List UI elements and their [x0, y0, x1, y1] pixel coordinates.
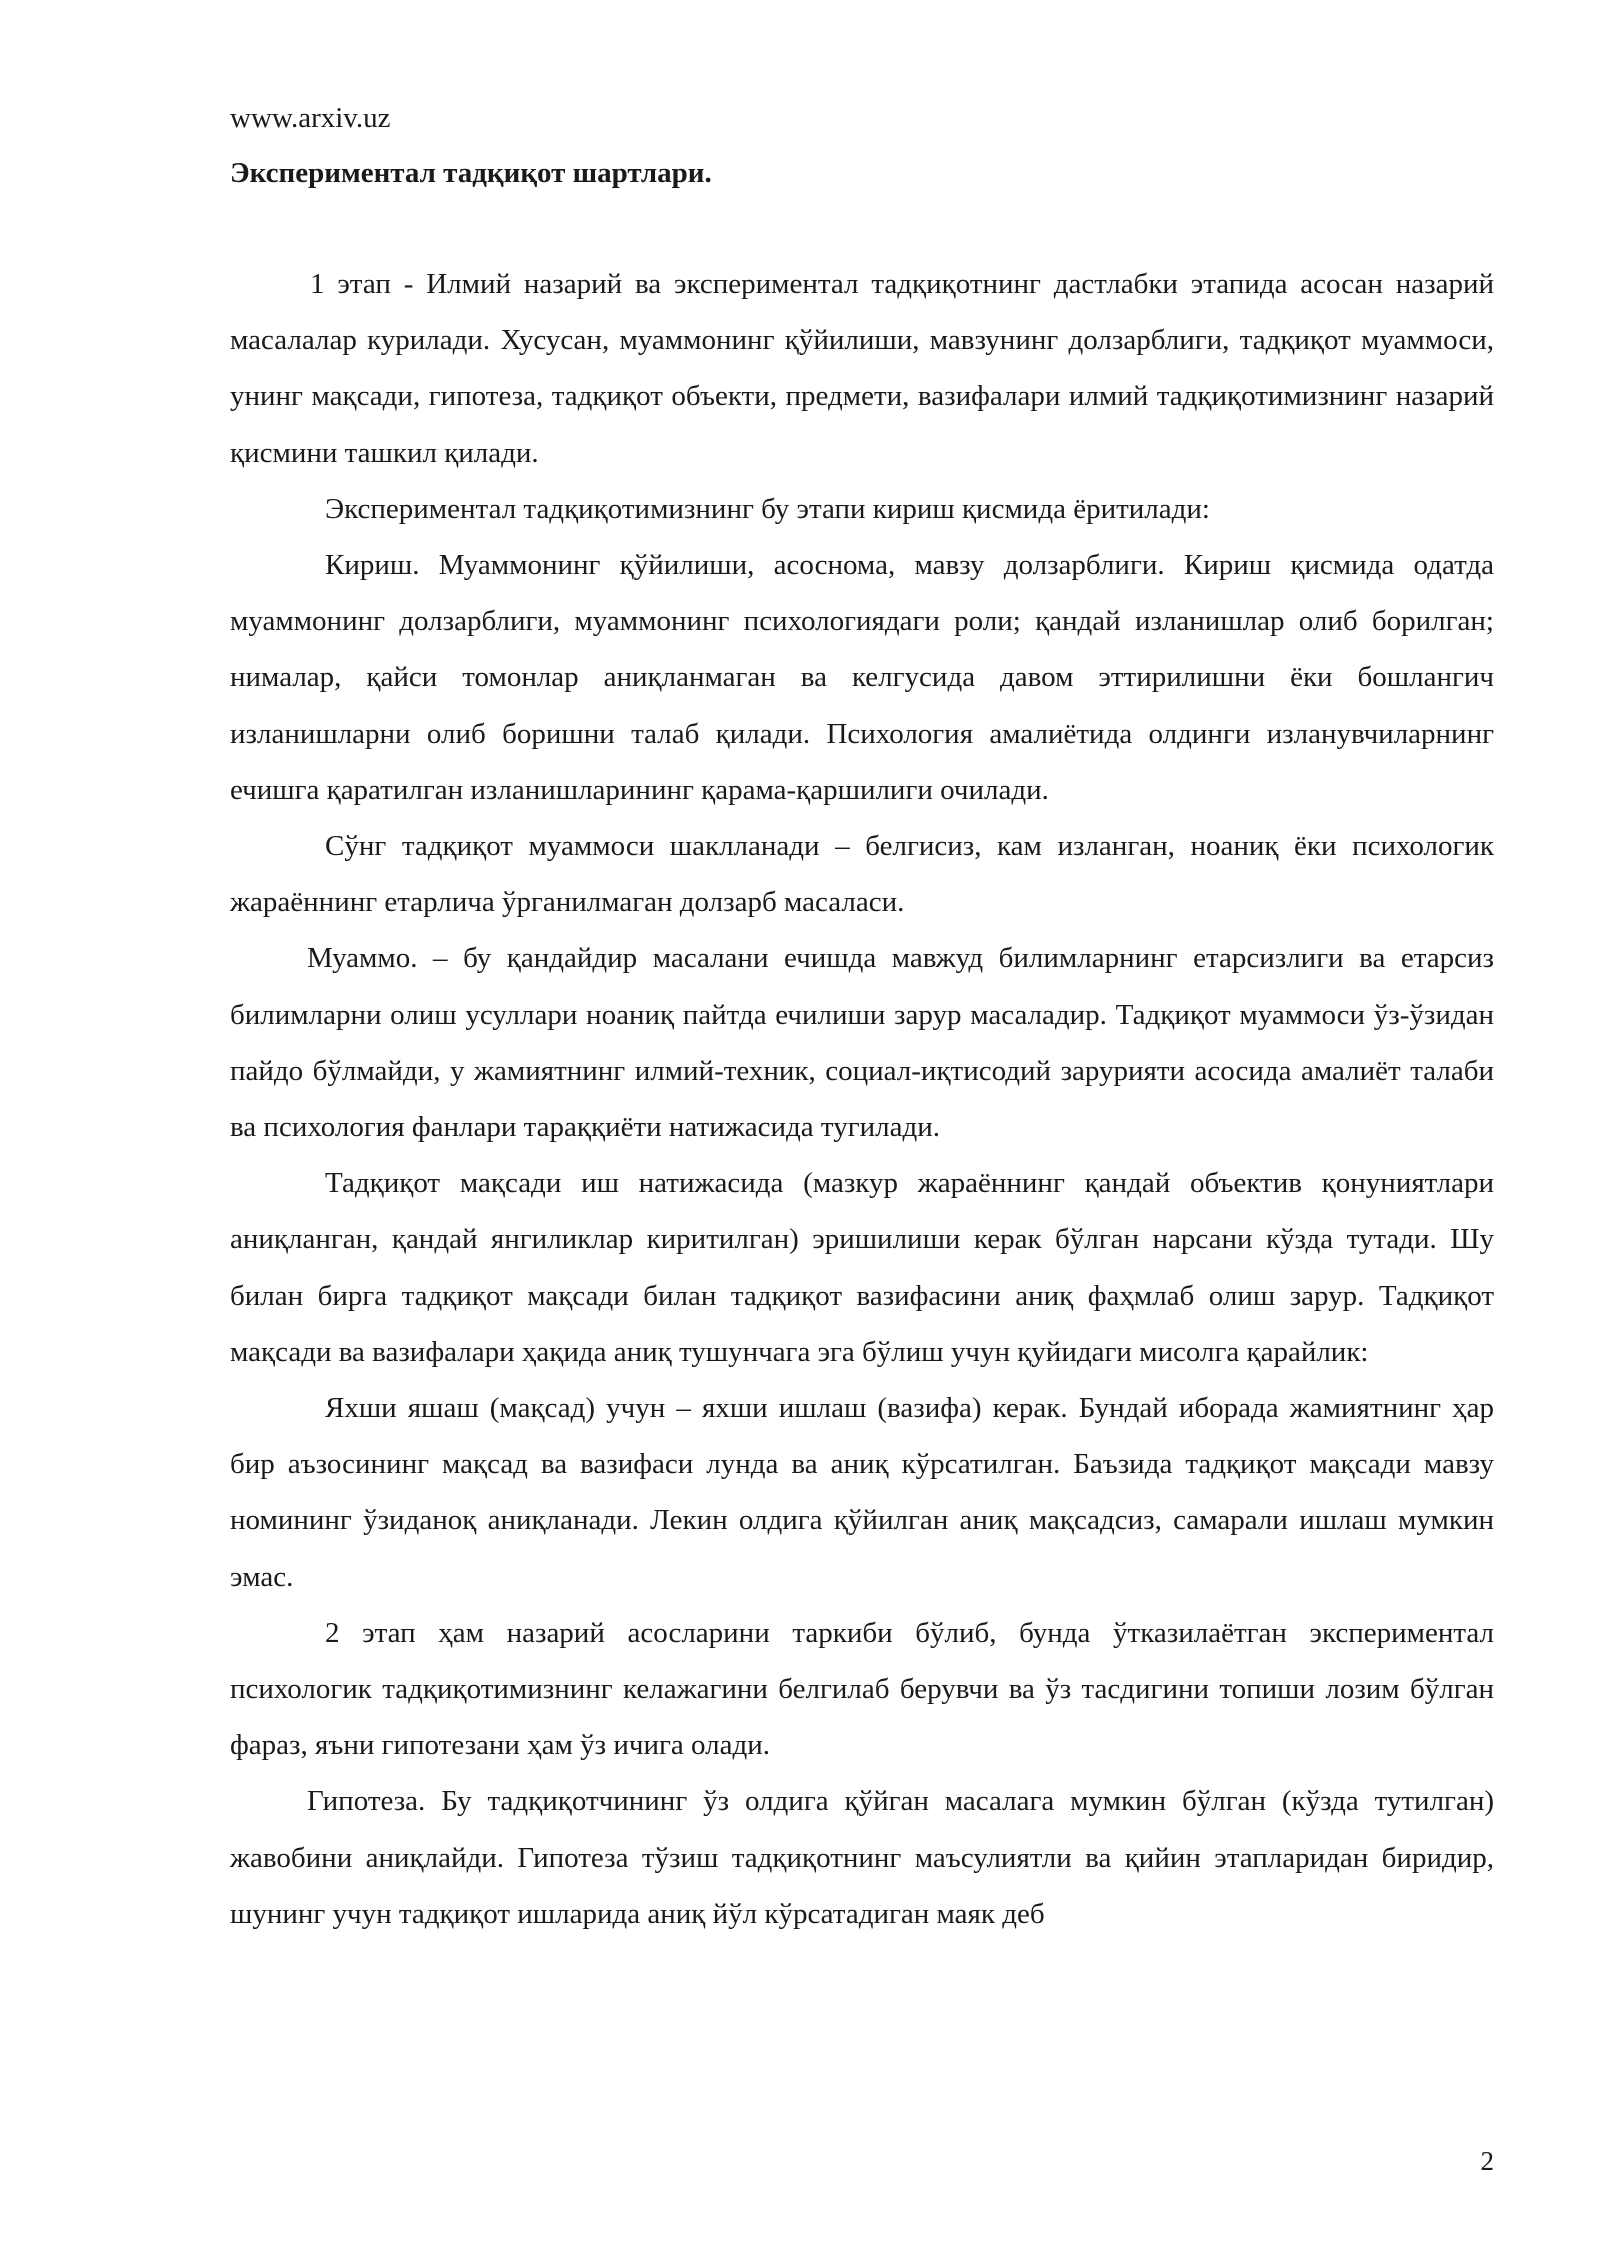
- paragraph-stage-1: 1 этап - Илмий назарий ва экспериментал тадқиқотнинг дастлабки этапида асосан назарий масалалар курилади. Хусусан, муаммонинг қўйилиши, мавзунинг долзарблиги, тадқиқот муаммоси, унинг мақсади, гипотеза, тадқиқот объекти, предмети, вазифалари илмий тадқиқотимизнинг назарий қисмини ташкил қилади.: [230, 268, 1494, 469]
- paragraph-introduction-note: Экспериментал тадқиқотимизнинг бу этапи кириш қисмида ёритилади:: [325, 492, 1210, 525]
- paragraph-stage-2: 2 этап ҳам назарий асосларини таркиби бўлиб, бунда ўтказилаётган экспериментал психологик тадқиқотимизнинг келажагини белгилаб берувчи ва ўз тасдигини топиши лозим бўлган фараз, яъни гипотезани ҳам ўз ичига олади.: [230, 1616, 1494, 1762]
- document-body: [230, 256, 1494, 1942]
- source-url: www.arxiv.uz: [230, 102, 391, 134]
- paragraph-introduction: Кириш. Муаммонинг қўйилиши, асоснома, мавзу долзарблиги. Кириш қисмида одатда муаммонинг долзарблиги, муаммонинг психологиядаги роли; қандай изланишлар олиб борилган; нималар, қайси томонлар аниқланмаган ва келгусида давом эттирилишни ёки бошлангич изланишларни олиб боришни талаб қилади. Психология амалиётида олдинги изланувчиларнинг ечишга қаратилган изланишларининг қарама-қаршилиги очилади.: [230, 549, 1494, 806]
- paragraph-problem-definition: Муаммо. – бу қандайдир масалани ечишда мавжуд билимларнинг етарсизлиги ва етарсиз билимларни олиш усуллари ноаниқ пайтда ечилиши зарур масаладир. Тадқиқот муаммоси ўз-ўзидан пайдо бўлмайди, у жамиятнинг илмий-техник, социал-иқтисодий зарурияти асосида амалиёт талаби ва психология фанлари тараққиёти натижасида тугилади.: [230, 942, 1494, 1144]
- paragraph-research-goal: Тадқиқот мақсади иш натижасида (мазкур жараённинг қандай объектив қонуниятлари аниқланган, қандай янгиликлар киритилган) эришилиши керак бўлган нарсани кўзда тутади. Шу билан бирга тадқиқот мақсади билан тадқиқот вазифасини аниқ фаҳмлаб олиш зарур. Тадқиқот мақсади ва вазифалари ҳақида аниқ тушунчага эга бўлиш учун қуйидаги мисолга қарайлик:: [230, 1167, 1494, 1368]
- document-title: Экспериментал тадқиқот шартлари.: [230, 157, 712, 189]
- paragraph-problem-formation: Сўнг тадқиқот муаммоси шаклланади – белгисиз, кам изланган, ноаниқ ёки психологик жараённинг етарлича ўрганилмаган долзарб масаласи.: [230, 830, 1494, 919]
- paragraph-hypothesis: Гипотеза. Бу тадқиқотчининг ўз олдига қўйган масалага мумкин бўлган (кўзда тутилган) жавобини аниқлайди. Гипотеза тўзиш тадқиқотнинг маъсулиятли ва қийин этапларидан биридир, шунинг учун тадқиқот ишларида аниқ йўл кўрсатадиган маяк деб: [230, 1785, 1494, 1930]
- page-number: 2: [1480, 2146, 1494, 2176]
- paragraph-goal-example: Яхши яшаш (мақсад) учун – яхши ишлаш (вазифа) керак. Бундай иборада жамиятнинг ҳар бир аъзосининг мақсад ва вазифаси лунда ва аниқ кўрсатилган. Баъзида тадқиқот мақсади мавзу номининг ўзиданоқ аниқланади. Лекин олдига қўйилган аниқ мақсадсиз, самарали ишлаш мумкин эмас.: [230, 1392, 1494, 1593]
